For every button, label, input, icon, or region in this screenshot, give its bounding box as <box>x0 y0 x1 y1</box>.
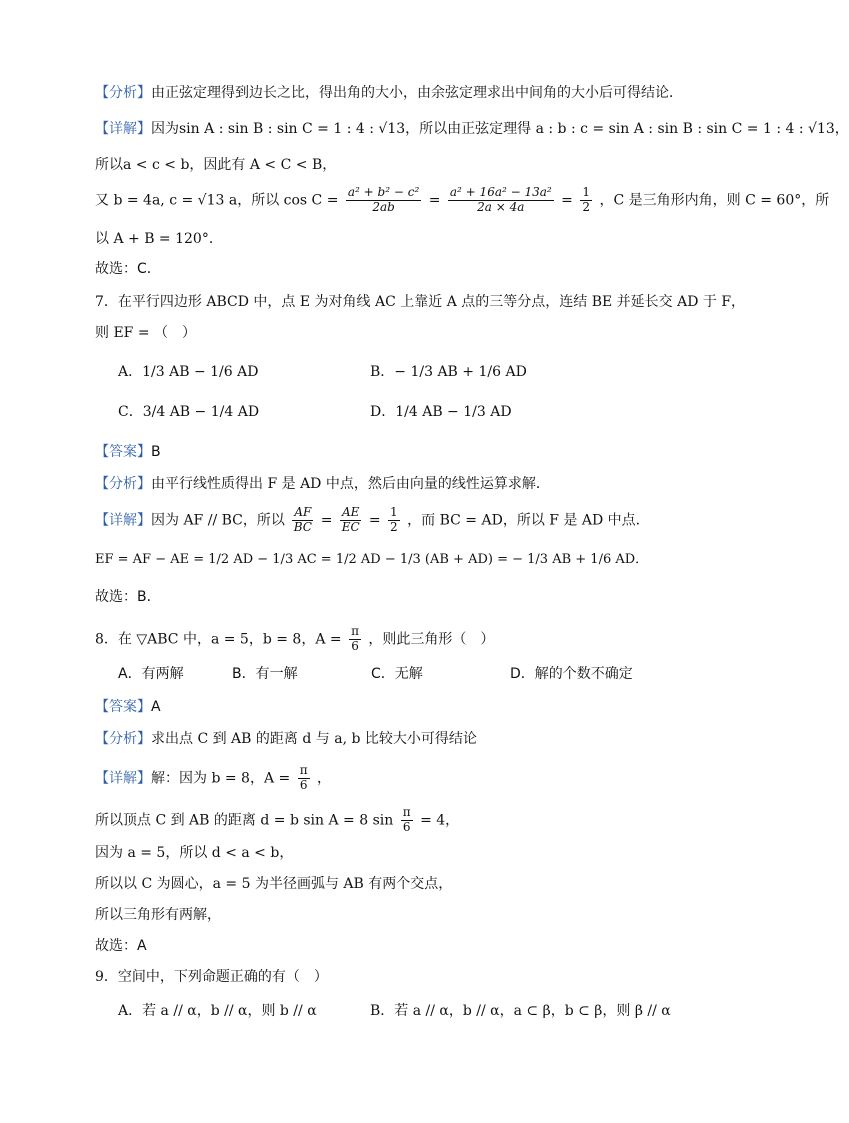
q6-fraction-2: $\frac{\text{a² + 16a² − 13a²}}{2a \times 4a}$ <box>449 185 552 214</box>
q8-option-d: D．解的个数不确定 <box>510 666 633 682</box>
q8-answer: A <box>151 699 161 715</box>
q8-analysis-line: 【分析】求出点 C 到 AB 的距离 d 与 a, b 比较大小可得结论 <box>95 731 477 747</box>
q9-option-b: B．若 a // α，b // α，a ⊂ β，b ⊂ β，则 β // α <box>370 1003 671 1019</box>
q6-fraction-3: $\frac{1}{2}$ <box>582 185 590 214</box>
q8-answer-line: 【答案】A <box>95 699 161 715</box>
q8-detail-fraction-2: $\frac{\pi}{6}$ <box>402 805 411 834</box>
q8-stem: 8．在 ▽ABC 中，a = 5，b = 8，A = $\frac{\pi}{6}$ ，则此三角形（ ） <box>95 624 495 653</box>
q8-detail-line-4: 所以以 C 为圆心，a = 5 为半径画弧与 AB 有两个交点， <box>95 876 453 892</box>
detail-tag: 【详解】 <box>95 121 151 137</box>
q8-detail-line-2: 所以顶点 C 到 AB 的距离 d = b sin A = 8 sin $\frac{\pi}{6}$ = 4， <box>95 805 460 834</box>
q8-option-a: A．有两解 <box>118 666 184 682</box>
q6-detail-line-3: 又 b = 4a, c = √13 a，所以 cos C = $\frac{\text{a² + b² − c²}}{2ab}$ = $\frac{\text{a² + 16a² − 13a²}}{2a \times 4a}$ = $\frac{1}{2}$ ，C 是三角形内角，则 C = 60°，所 <box>95 185 830 214</box>
q6-detail-text-2: 所以a < c < b，因此有 A < C < B， <box>95 157 337 173</box>
q9-option-a: A．若 a // α，b // α，则 b // α <box>118 1003 317 1019</box>
q7-detail-line-1: 【详解】因为 AF // BC，所以 $\frac{AF}{BC}$ = $\frac{AE}{EC}$ = $\frac{1}{2}$ ，而 BC = AD，所以 F 是 AD 中点． <box>95 505 650 534</box>
q7-choice: 故选：B． <box>95 589 161 605</box>
q6-analysis-text: 由正弦定理得到边长之比，得出角的大小，由余弦定理求出中间角的大小后可得结论． <box>151 85 683 101</box>
q9-stem: 9．空间中，下列命题正确的有（ ） <box>95 969 328 985</box>
q8-detail-line-5: 所以三角形有两解， <box>95 907 221 923</box>
q7-option-c: C．3/4 AB − 1/4 AD <box>118 404 260 420</box>
q8-detail-line-3: 因为 a = 5，所以 d < a < b， <box>95 845 294 861</box>
q7-fraction-3: $\frac{1}{2}$ <box>390 505 398 534</box>
q6-detail-text-3b: ，C 是三角形内角，则 C = 60°，所 <box>599 192 830 209</box>
q7-fraction-2: $\frac{AE}{EC}$ <box>341 505 360 534</box>
q8-detail-fraction-1: $\frac{\pi}{6}$ <box>299 763 308 792</box>
q7-analysis-line: 【分析】由平行线性质得出 F 是 AD 中点，然后由向量的线性运算求解． <box>95 476 550 492</box>
q6-detail-text-4: 以 A + B = 120°． <box>95 231 223 247</box>
q6-detail-line-1 <box>95 122 849 136</box>
q7-stem-line-1: 7．在平行四边形 ABCD 中，点 E 为对角线 AC 上靠近 A 点的三等分点，连结 BE 并延长交 AD 于 F， <box>95 294 746 310</box>
q8-option-b: B．有一解 <box>232 666 298 682</box>
q6-choice: 故选：C． <box>95 261 161 277</box>
q6-detail-text-3a: 又 b = 4a, c = √13 a，所以 cos C = <box>95 192 339 209</box>
q7-option-b: B．− 1/3 AB + 1/6 AD <box>370 364 527 380</box>
q6-analysis-line <box>95 86 683 100</box>
q7-option-d: D．1/4 AB − 1/3 AD <box>370 404 512 420</box>
analysis-tag: 【分析】 <box>95 85 151 101</box>
q7-stem-line-2: 则 EF = （ ） <box>95 325 197 341</box>
answer-tag: 【答案】 <box>95 444 151 460</box>
q7-answer: B <box>151 444 161 460</box>
q8-option-c: C．无解 <box>371 666 423 682</box>
q6-fraction-1: $\frac{\text{a² + b² − c²}}{2ab}$ <box>347 185 420 214</box>
q6-detail-line-4 <box>95 232 223 246</box>
q8-stem-fraction: $\frac{\pi}{6}$ <box>351 624 359 653</box>
q7-option-a: A．1/3 AB − 1/6 AD <box>118 364 259 380</box>
q6-detail-text-1: 因为sin A : sin B : sin C = 1 : 4 : √13，所以由正弦定理得 a : b : c = sin A : sin B : sin C = 1 : 4 : √13， <box>151 121 849 137</box>
q7-fraction-1: $\frac{AF}{BC}$ <box>293 505 312 534</box>
q8-choice: 故选：A <box>95 938 147 954</box>
q7-detail-line-2: EF = AF − AE = 1/2 AD − 1/3 AC = 1/2 AD − 1/3 (AB + AD) = − 1/3 AB + 1/6 AD． <box>95 552 649 567</box>
q6-detail-line-2 <box>95 158 336 172</box>
q8-detail-line-1: 【详解】解：因为 b = 8，A = $\frac{\pi}{6}$ ， <box>95 763 332 792</box>
q7-answer-line <box>95 445 161 459</box>
